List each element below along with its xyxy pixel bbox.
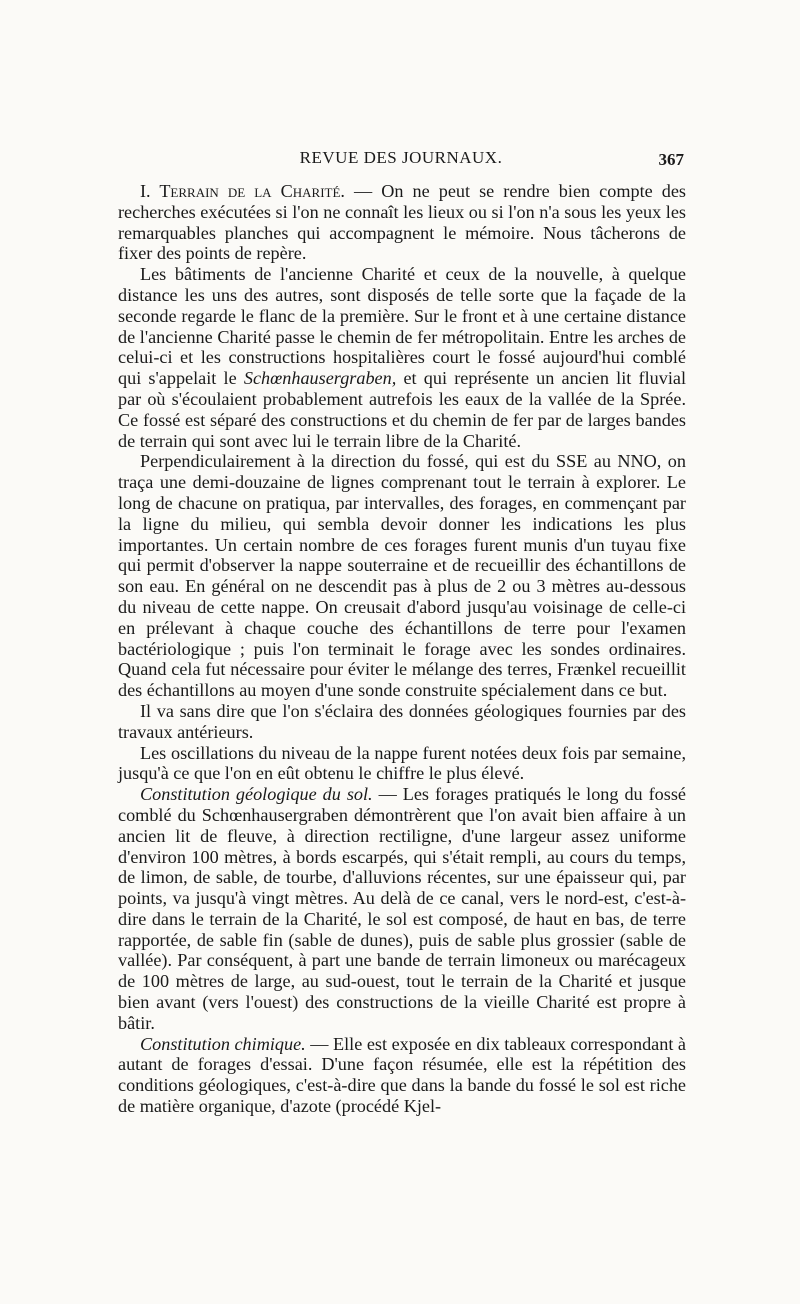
running-title: REVUE DES JOURNAUX. [299, 148, 503, 167]
paragraph-text: et qui représente un ancien lit fluvial par où s'écoulaient probablement autrefois les eaux de la vallée de la Sprée. Ce fossé est séparé des constructions et du chemin de fer par de larges bandes de terrain qui sont avec lui le terrain libre de la Charité. [118, 368, 686, 451]
section-heading: Constitution chimique. [140, 1033, 306, 1054]
page-number: 367 [658, 150, 684, 169]
paragraph-donnees-geologiques: Il va sans dire que l'on s'éclaira des données géologiques fournies par des travaux antérieurs. [118, 700, 686, 742]
paragraph-constitution-chimique [118, 1034, 686, 1117]
paragraph-text: — On ne peut se rendre bien compte des recherches exécutées si l'on ne connaît les lieux ou si l'on n'a sous les yeux les remarquables planches qui accompagnent le mémoire. Nous tâcherons de fixer des points de repère. [118, 181, 686, 264]
paragraph-text: — Elle est exposée en dix tableaux correspondant à autant de forages d'essai. D'une façon résumée, elle est la répétition des conditions géologiques, c'est-à-dire que dans la bande du fossé le sol est riche de matière organique, d'azote (procédé Kjel- [118, 1033, 687, 1117]
paragraph-constitution-geologique [118, 784, 686, 1034]
paragraph-batiments [118, 264, 686, 451]
italic-term: Schœnhausergraben, [243, 368, 397, 389]
body-text [118, 181, 686, 1117]
paragraph-terrain [118, 181, 686, 264]
paragraph-text: — Les forages pratiqués le long du fossé comblé du Schœnhausergraben démontrèrent que l'on avait bien affaire à un ancien lit de fleuve, à direction rectiligne, d'une largeur assez uniforme d'environ 100 mètres, à bords escarpés, qui s'était rempli, au cours du temps, de limon, de sable, de tourbe, d'alluvions récentes, sur une épaisseur qui, par points, va jusqu'à vingt mètres. Au delà de ce canal, vers le nord-est, c'est-à-dire dans le terrain de la Charité, le sol est composé, de haut en bas, de terre rapportée, de sable fin (sable de dunes), puis de sable plus grossier (sable de vallée). Par conséquent, à part une bande de terrain limoneux ou marécageux de 100 mètres de large, au sud-ouest, tout le terrain de la Charité et jusque bien avant (vers l'ouest) des constructions de la vieille Charité est propre à bâtir. [118, 784, 686, 1033]
section-heading: I. Terrain de la Charité. [140, 181, 345, 201]
page-header [118, 148, 684, 174]
paragraph-oscillations: Les oscillations du niveau de la nappe furent notées deux fois par semaine, jusqu'à ce que l'on en eût obtenu le chiffre le plus élevé. [118, 742, 686, 784]
paragraph-text: Les bâtiments de l'ancienne Charité et ceux de la nouvelle, à quelque distance les uns des autres, sont disposés de telle sorte que la façade de la seconde regarde le flanc de la première. Sur le front et à une certaine distance de l'ancienne Charité passe le chemin de fer métropolitain. Entre les arches de celui-ci et les constructions hospitalières court le fossé aujourd'hui comblé qui s'appelait le [118, 264, 686, 389]
section-heading: Constitution géologique du sol. [140, 784, 373, 805]
paragraph-perpendiculairement: Perpendiculairement à la direction du fossé, qui est du SSE au NNO, on traça une demi-douzaine de lignes comprenant tout le terrain à explorer. Le long de chacune on pratiqua, par intervalles, des forages, en commençant par la ligne du milieu, qui sembla devoir donner les indications les plus importantes. Un certain nombre de ces forages furent munis d'un tuyau fixe qui permit d'observer la nappe souterraine et de recueillir des échantillons de son eau. En général on ne descendit pas à plus de 2 ou 3 mètres au-dessous du niveau de cette nappe. On creusait d'abord jusqu'au voisinage de celle-ci en prélevant à chaque couche des échantillons de terre pour l'examen bactériologique ; puis l'on terminait le forage avec les sondes ordinaires. Quand cela fut nécessaire pour éviter le mélange des terres, Frænkel recueillit des échantillons au moyen d'une sonde construite spécialement dans ce but. [118, 451, 686, 701]
